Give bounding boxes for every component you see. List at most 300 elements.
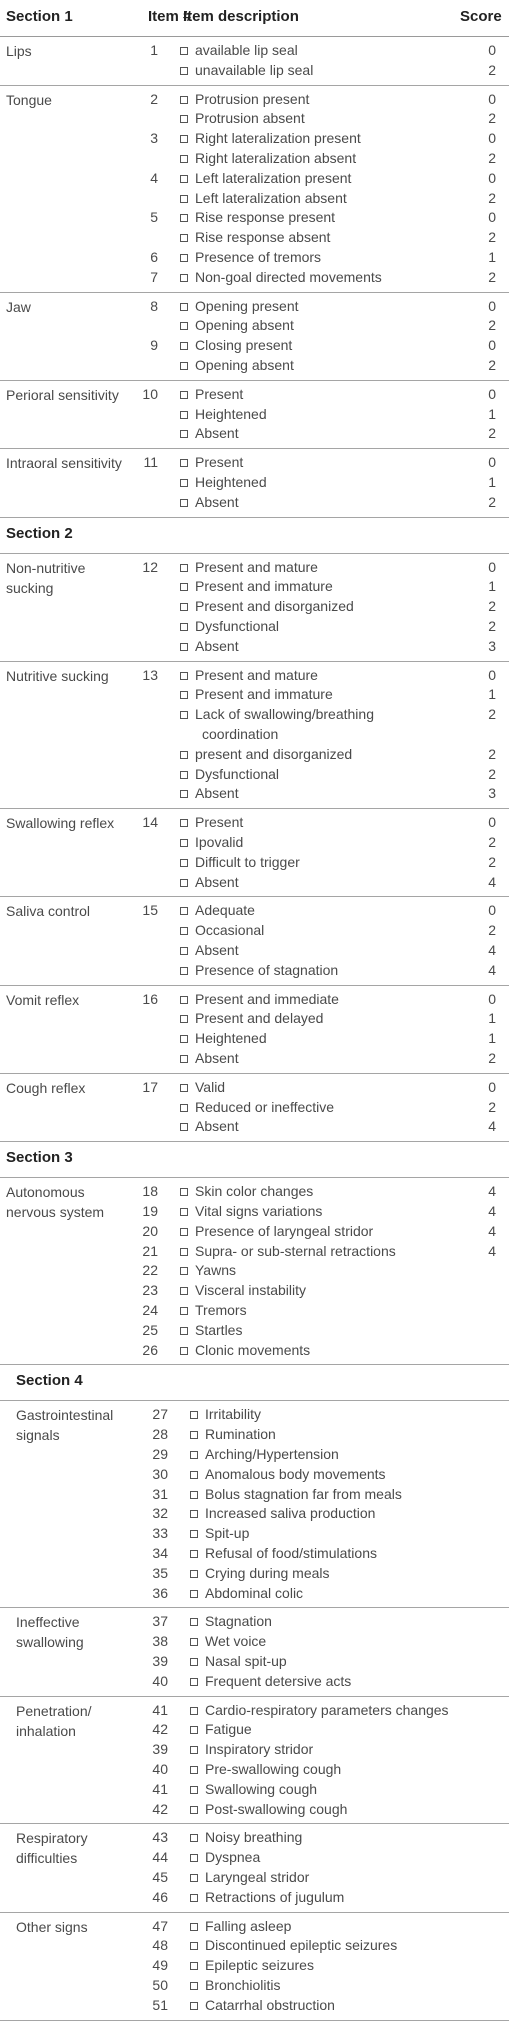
item-number: 1 — [150, 42, 158, 58]
item-description: Protrusion present — [195, 90, 310, 107]
checkbox-bullet-icon — [190, 1658, 198, 1666]
checkbox-bullet-icon — [180, 1208, 188, 1216]
item-description: Absent — [195, 1118, 239, 1135]
item-score: 2 — [488, 357, 496, 373]
item-score: 2 — [488, 268, 496, 285]
item-description: Irritability — [205, 1406, 262, 1423]
checkbox-bullet-icon — [190, 1766, 198, 1774]
item-score: 0 — [488, 990, 496, 1007]
checkbox-bullet-icon — [190, 1982, 198, 1990]
group-label: Lips — [6, 43, 32, 59]
checkbox-bullet-icon — [180, 643, 188, 651]
item-score: 2 — [488, 110, 496, 127]
item-number: 30 — [152, 1465, 168, 1482]
checkbox-bullet-icon — [180, 1104, 188, 1112]
checkbox-bullet-icon — [180, 1307, 188, 1315]
checkbox-bullet-icon — [190, 2002, 198, 2010]
item-score: 2 — [488, 618, 496, 634]
item-description: Vital signs variations — [195, 1203, 323, 1219]
item-description: Present and mature — [195, 666, 318, 683]
checkbox-bullet-icon — [180, 1228, 188, 1236]
item-number: 45 — [152, 1869, 168, 1885]
checkbox-bullet-icon — [190, 1590, 198, 1598]
item-score: 4 — [488, 1183, 496, 1200]
item-number: 34 — [152, 1545, 168, 1561]
checkbox-bullet-icon — [180, 839, 188, 847]
item-description: Right lateralization absent — [195, 150, 357, 166]
group-divider — [0, 1823, 509, 1824]
item-description: Left lateralization absent — [195, 189, 347, 206]
header-description: Item description — [183, 8, 299, 25]
group-label: Saliva control — [6, 903, 91, 920]
item-number: 41 — [152, 1701, 168, 1718]
item-number: 24 — [142, 1302, 158, 1318]
item-description: Dyspnea — [205, 1849, 261, 1866]
group-label: Nutritive sucking — [6, 667, 109, 684]
item-number: 12 — [142, 558, 158, 575]
item-description: Crying during meals — [205, 1564, 330, 1581]
item-number: 47 — [152, 1917, 168, 1934]
item-description: Spit-up — [205, 1525, 250, 1542]
item-description: Absent — [195, 873, 239, 890]
section-title: Section 3 — [6, 1149, 73, 1167]
checkbox-bullet-icon — [180, 1327, 188, 1335]
item-number: 13 — [142, 666, 158, 683]
section-divider — [0, 1177, 509, 1178]
item-score: 1 — [488, 686, 496, 703]
item-description: present and disorganized — [195, 745, 353, 762]
item-score: 2 — [488, 229, 496, 246]
item-score: 4 — [488, 942, 496, 958]
item-description: Wet voice — [205, 1633, 267, 1650]
item-score: 2 — [488, 745, 496, 762]
item-description: Pre-swallowing cough — [205, 1761, 342, 1777]
checkbox-bullet-icon — [180, 967, 188, 975]
group-divider — [0, 1364, 509, 1365]
item-description: Skin color changes — [195, 1183, 314, 1200]
item-number: 4 — [150, 169, 158, 186]
item-description: Right lateralization present — [195, 130, 361, 147]
item-number: 51 — [152, 1996, 168, 2013]
checkbox-bullet-icon — [190, 1806, 198, 1814]
checkbox-bullet-icon — [190, 1451, 198, 1459]
item-score: 2 — [488, 150, 496, 166]
item-score: 0 — [488, 42, 496, 58]
item-score: 2 — [488, 189, 496, 206]
item-score: 1 — [488, 405, 496, 422]
item-score: 0 — [488, 1078, 496, 1095]
checkbox-bullet-icon — [180, 672, 188, 680]
item-number: 17 — [142, 1078, 158, 1095]
group-label: Non-nutritive sucking — [6, 559, 86, 596]
checkbox-bullet-icon — [190, 1746, 198, 1754]
section-title: Section 2 — [6, 524, 73, 542]
item-description: Present — [195, 385, 244, 402]
item-description: Present and mature — [195, 558, 318, 575]
item-description: Presence of laryngeal stridor — [195, 1222, 374, 1239]
item-description: unavailable lip seal — [195, 61, 314, 78]
item-score: 1 — [488, 578, 496, 595]
item-description: Yawns — [195, 1262, 236, 1279]
item-description: Present and immediate — [195, 990, 339, 1007]
item-score: 1 — [488, 249, 496, 265]
checkbox-bullet-icon — [190, 1894, 198, 1902]
item-number: 11 — [143, 454, 158, 471]
item-description: Present and delayed — [195, 1010, 324, 1027]
checkbox-bullet-icon — [190, 1726, 198, 1734]
checkbox-bullet-icon — [180, 135, 188, 143]
group-divider — [0, 292, 509, 293]
checkbox-bullet-icon — [180, 254, 188, 262]
item-number: 35 — [152, 1564, 168, 1581]
item-description: Discontinued epileptic seizures — [205, 1937, 398, 1954]
group-divider — [0, 85, 509, 86]
item-number: 19 — [142, 1203, 158, 1219]
group-label: Ineffective swallowing — [16, 1614, 84, 1651]
item-number: 42 — [152, 1721, 168, 1738]
item-number: 36 — [152, 1584, 168, 1601]
group-label: Vomit reflex — [6, 991, 80, 1008]
checkbox-bullet-icon — [180, 1035, 188, 1043]
item-description: Epileptic seizures — [205, 1957, 314, 1974]
item-number: 38 — [152, 1633, 168, 1650]
item-score: 0 — [488, 337, 496, 354]
checkbox-bullet-icon — [180, 115, 188, 123]
checkbox-bullet-icon — [180, 1055, 188, 1063]
item-description: Increased saliva production — [205, 1505, 376, 1522]
item-score: 2 — [488, 1098, 496, 1115]
checkbox-bullet-icon — [180, 691, 188, 699]
item-description: Stagnation — [205, 1613, 272, 1630]
item-number: 18 — [142, 1183, 158, 1200]
section-title: Section 4 — [16, 1372, 83, 1390]
item-score: 4 — [488, 1222, 496, 1239]
item-score: 0 — [488, 385, 496, 402]
item-number: 2 — [150, 90, 158, 107]
item-description: Swallowing cough — [205, 1780, 318, 1797]
item-number: 39 — [152, 1741, 168, 1758]
item-number: 5 — [150, 209, 158, 226]
item-description: Heightened — [195, 474, 267, 490]
item-score: 1 — [488, 1010, 496, 1027]
group-divider — [0, 1141, 509, 1142]
item-description: Absent — [195, 942, 239, 958]
group-label: Respiratory difficulties — [16, 1830, 88, 1867]
item-score: 2 — [488, 706, 496, 723]
checkbox-bullet-icon — [180, 322, 188, 330]
item-description: Visceral instability — [195, 1282, 307, 1299]
item-description: Absent — [195, 1050, 239, 1066]
item-number: 40 — [152, 1761, 168, 1777]
checkbox-bullet-icon — [190, 1874, 198, 1882]
group-divider — [0, 661, 509, 662]
item-description: Opening absent — [195, 317, 294, 334]
checkbox-bullet-icon — [180, 214, 188, 222]
checkbox-bullet-icon — [180, 234, 188, 242]
item-description: Bronchiolitis — [205, 1977, 281, 1993]
item-score: 0 — [488, 558, 496, 575]
item-description: Non-goal directed movements — [195, 268, 382, 285]
item-description: Present — [195, 454, 244, 471]
item-description: Rise response absent — [195, 229, 331, 246]
table-header — [0, 0, 509, 37]
item-description-continued: coordination — [202, 726, 279, 742]
item-score: 0 — [488, 666, 496, 683]
checkbox-bullet-icon — [180, 67, 188, 75]
item-number: 37 — [152, 1613, 168, 1630]
header-item-number: Item # — [148, 8, 192, 25]
item-score: 2 — [488, 834, 496, 850]
checkbox-bullet-icon — [190, 1962, 198, 1970]
checkbox-bullet-icon — [190, 1707, 198, 1715]
item-description: Present — [195, 814, 244, 831]
checkbox-bullet-icon — [190, 1854, 198, 1862]
item-score: 4 — [488, 1203, 496, 1219]
group-label: Penetration/ inhalation — [16, 1702, 92, 1739]
item-score: 2 — [488, 425, 496, 442]
checkbox-bullet-icon — [180, 623, 188, 631]
item-description: Absent — [195, 493, 239, 510]
item-score: 2 — [488, 598, 496, 615]
checkbox-bullet-icon — [190, 1471, 198, 1479]
item-number: 29 — [152, 1446, 168, 1462]
item-number: 48 — [152, 1937, 168, 1954]
group-divider — [0, 380, 509, 381]
checkbox-bullet-icon — [180, 391, 188, 399]
checkbox-bullet-icon — [180, 274, 188, 282]
section-divider — [0, 1400, 509, 1401]
item-score: 2 — [488, 922, 496, 939]
group-divider — [0, 896, 509, 897]
item-description: Clonic movements — [195, 1341, 311, 1358]
checkbox-bullet-icon — [180, 479, 188, 487]
group-divider — [0, 985, 509, 986]
item-description: Difficult to trigger — [195, 853, 300, 870]
checkbox-bullet-icon — [190, 1834, 198, 1842]
checkbox-bullet-icon — [180, 1084, 188, 1092]
checkbox-bullet-icon — [180, 195, 188, 203]
item-description: Dysfunctional — [195, 618, 280, 634]
item-number: 31 — [152, 1485, 168, 1502]
checkbox-bullet-icon — [180, 564, 188, 572]
checkbox-bullet-icon — [180, 342, 188, 350]
item-score: 1 — [488, 474, 496, 490]
item-description: Retractions of jugulum — [205, 1888, 345, 1905]
item-description: Fatigue — [205, 1721, 252, 1738]
group-label: Intraoral sensitivity — [6, 455, 122, 472]
item-number: 40 — [152, 1672, 168, 1689]
item-description: Tremors — [195, 1302, 247, 1318]
item-description: Supra- or sub-sternal retractions — [195, 1242, 396, 1259]
item-number: 15 — [142, 902, 158, 919]
item-number: 27 — [152, 1406, 168, 1423]
item-description: Opening absent — [195, 357, 294, 373]
item-description: Lack of swallowing/breathing — [195, 706, 374, 723]
item-description: Startles — [195, 1321, 243, 1338]
item-description: Present and immature — [195, 578, 333, 595]
item-score: 4 — [488, 873, 496, 890]
item-score: 4 — [488, 1118, 496, 1135]
group-label: Gastrointestinal signals — [16, 1407, 114, 1444]
item-number: 41 — [152, 1780, 168, 1797]
item-number: 28 — [152, 1426, 168, 1443]
checkbox-bullet-icon — [180, 1188, 188, 1196]
checkbox-bullet-icon — [180, 771, 188, 779]
item-description: Abdominal colic — [205, 1584, 304, 1601]
checkbox-bullet-icon — [180, 711, 188, 719]
item-number: 33 — [152, 1525, 168, 1542]
group-divider — [0, 1073, 509, 1074]
item-description: Adequate — [195, 902, 255, 919]
item-description: Occasional — [195, 922, 265, 939]
item-score: 0 — [488, 454, 496, 471]
item-description: Rumination — [205, 1426, 276, 1443]
group-label: Cough reflex — [6, 1079, 86, 1096]
item-number: 9 — [150, 337, 158, 354]
item-number: 25 — [142, 1321, 158, 1338]
checkbox-bullet-icon — [180, 155, 188, 163]
item-number: 32 — [152, 1505, 168, 1522]
checkbox-bullet-icon — [180, 996, 188, 1004]
checkbox-bullet-icon — [190, 1530, 198, 1538]
checkbox-bullet-icon — [180, 96, 188, 104]
checkbox-bullet-icon — [180, 1267, 188, 1275]
item-description: Absent — [195, 637, 239, 654]
item-score: 0 — [488, 209, 496, 226]
checkbox-bullet-icon — [180, 175, 188, 183]
checkbox-bullet-icon — [190, 1411, 198, 1419]
item-number: 20 — [142, 1222, 158, 1239]
item-description: Inspiratory stridor — [205, 1741, 314, 1758]
item-description: Closing present — [195, 337, 293, 354]
item-number: 16 — [142, 990, 158, 1007]
group-label: Other signs — [16, 1918, 88, 1935]
group-divider — [0, 1912, 509, 1913]
item-score: 3 — [488, 785, 496, 802]
item-description: Catarrhal obstruction — [205, 1996, 335, 2013]
item-number: 46 — [152, 1888, 168, 1905]
checkbox-bullet-icon — [180, 947, 188, 955]
item-number: 23 — [142, 1282, 158, 1299]
item-number: 7 — [150, 268, 158, 285]
group-label: Swallowing reflex — [6, 815, 115, 832]
item-number: 43 — [152, 1829, 168, 1846]
checkbox-bullet-icon — [180, 499, 188, 507]
item-score: 2 — [488, 317, 496, 334]
item-number: 21 — [142, 1242, 158, 1259]
checkbox-bullet-icon — [180, 790, 188, 798]
item-description: Rise response present — [195, 209, 336, 226]
group-divider — [0, 1696, 509, 1697]
group-label: Jaw — [6, 298, 31, 315]
item-description: Dysfunctional — [195, 765, 280, 782]
item-score: 1 — [488, 1030, 496, 1047]
item-description: Left lateralization present — [195, 169, 352, 186]
item-description: Anomalous body movements — [205, 1465, 386, 1482]
item-score: 4 — [488, 961, 496, 978]
checkbox-bullet-icon — [190, 1431, 198, 1439]
item-description: Absent — [195, 425, 239, 442]
item-score: 2 — [488, 493, 496, 510]
item-description: Bolus stagnation far from meals — [205, 1485, 402, 1502]
checkbox-bullet-icon — [180, 1248, 188, 1256]
item-description: Present and immature — [195, 686, 333, 703]
item-description: Nasal spit-up — [205, 1653, 287, 1669]
item-number: 39 — [152, 1653, 168, 1669]
group-divider — [0, 517, 509, 518]
item-description: Arching/Hypertension — [205, 1446, 339, 1462]
item-number: 44 — [152, 1849, 168, 1866]
checkbox-bullet-icon — [180, 1347, 188, 1355]
checkbox-bullet-icon — [180, 1287, 188, 1295]
item-number: 26 — [142, 1341, 158, 1358]
item-description: Cardio-respiratory parameters changes — [205, 1701, 449, 1718]
checkbox-bullet-icon — [180, 879, 188, 887]
group-label: Tongue — [6, 91, 52, 108]
item-score: 0 — [488, 297, 496, 314]
item-description: Valid — [195, 1078, 226, 1095]
item-score: 2 — [488, 1050, 496, 1066]
checkbox-bullet-icon — [180, 430, 188, 438]
group-divider — [0, 808, 509, 809]
item-description: Protrusion absent — [195, 110, 305, 127]
item-description: Laryngeal stridor — [205, 1869, 310, 1885]
item-description: Presence of tremors — [195, 249, 322, 265]
item-description: Heightened — [195, 405, 267, 422]
checkbox-bullet-icon — [180, 907, 188, 915]
item-score: 3 — [488, 637, 496, 654]
item-description: Present and disorganized — [195, 598, 354, 615]
item-description: Heightened — [195, 1030, 267, 1047]
checkbox-bullet-icon — [180, 362, 188, 370]
item-description: Ipovalid — [195, 834, 244, 850]
item-description: Noisy breathing — [205, 1829, 303, 1846]
checkbox-bullet-icon — [180, 1123, 188, 1131]
item-description: Refusal of food/stimulations — [205, 1545, 377, 1561]
item-score: 2 — [488, 765, 496, 782]
checkbox-bullet-icon — [180, 47, 188, 55]
checkbox-bullet-icon — [180, 411, 188, 419]
checkbox-bullet-icon — [190, 1638, 198, 1646]
section-divider — [0, 553, 509, 554]
group-label: Autonomous nervous system — [6, 1184, 105, 1221]
item-number: 50 — [152, 1977, 168, 1993]
item-description: Post-swallowing cough — [205, 1800, 348, 1817]
checkbox-bullet-icon — [190, 1510, 198, 1518]
item-score: 4 — [488, 1242, 496, 1259]
header-score: Score — [460, 8, 502, 25]
checkbox-bullet-icon — [180, 859, 188, 867]
header-section: Section 1 — [6, 8, 73, 25]
item-score: 0 — [488, 90, 496, 107]
item-description: Opening present — [195, 297, 299, 314]
item-score: 2 — [488, 61, 496, 78]
checkbox-bullet-icon — [180, 751, 188, 759]
item-number: 22 — [142, 1262, 158, 1279]
checkbox-bullet-icon — [180, 927, 188, 935]
checkbox-bullet-icon — [180, 819, 188, 827]
item-number: 49 — [152, 1957, 168, 1974]
group-divider — [0, 1607, 509, 1608]
item-score: 0 — [488, 130, 496, 147]
item-score: 0 — [488, 902, 496, 919]
item-number: 3 — [150, 130, 158, 147]
item-number: 42 — [152, 1800, 168, 1817]
group-divider — [0, 448, 509, 449]
checkbox-bullet-icon — [190, 1570, 198, 1578]
item-description: Frequent detersive acts — [205, 1672, 352, 1689]
checkbox-bullet-icon — [190, 1491, 198, 1499]
